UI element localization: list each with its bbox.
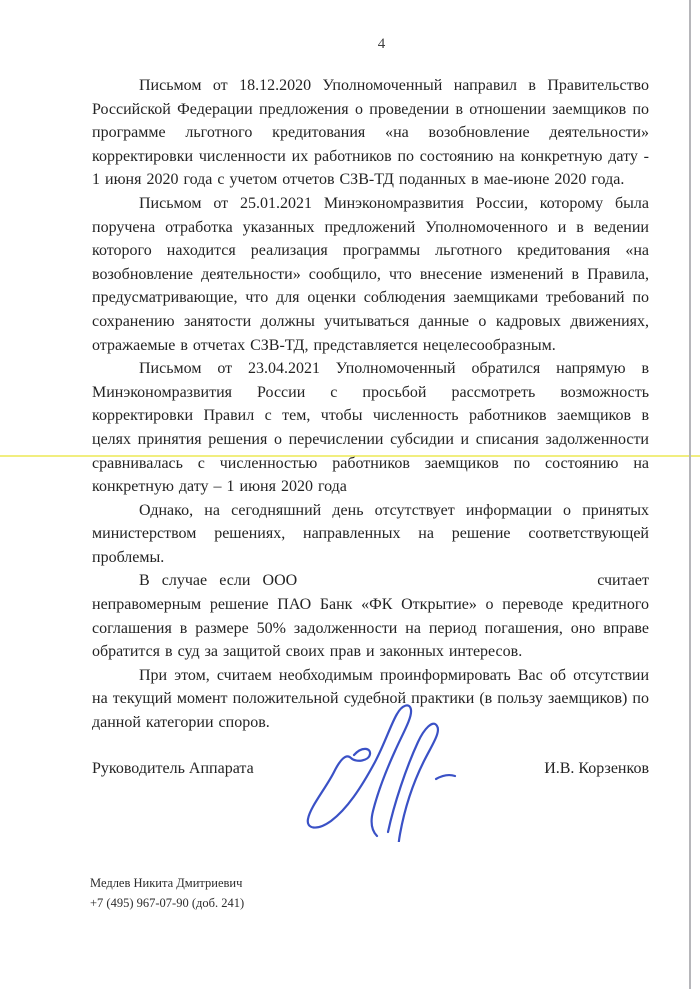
executor-name: Медлев Никита Дмитриевич [90, 876, 243, 890]
scan-page-edge-line [689, 0, 691, 989]
executor-contact-block [90, 874, 244, 913]
paragraph-court-advice-start: В случае если ООО [139, 572, 298, 590]
paragraph-minec-reply-25-01-2021: Письмом от 25.01.2021 Минэкономразвития России, которому была поручена отработка указанных предложений Уполномоченного и в ведении которого находится реализация программы льготного кредитования «на возобновление деятельности» сообщило, что внесение изменений в Правила, предусматривающие, что для оценки соблюдения заемщиками требований по сохранению занятости должны учитываться данные о кадровых движениях, отражаемые в отчетах СЗВ-ТД, представляется нецелесообразным. [92, 194, 649, 354]
signature-stroke-main [308, 705, 411, 836]
paragraph-court-practice-note: При этом, считаем необходимым проинформировать Вас об отсутствии на текущий момент положительной судебной практики (в пользу заемщиков) по данной категории споров. [92, 666, 649, 732]
paragraph-court-advice [92, 569, 649, 663]
paragraph-proposal-18-12-2020: Письмом от 18.12.2020 Уполномоченный направил в Правительство Российской Федерации предложения о проведении в отношении заемщиков по программе льготного кредитования «на возобновление деятельности» корректировки численности их работников по состоянию на конкретную дату - 1 июня 2020 года с учетом отчетов СЗВ-ТД поданных в мае-июне 2020 года. [92, 77, 649, 189]
paragraph-appeal-23-04-2021: Письмом от 23.04.2021 Уполномоченный обратился напрямую в Минэкономразвития России с просьбой рассмотреть возможность корректировки Правил с тем, чтобы численность работников заемщиков в целях принятия решения о перечислении субсидии и списания задолженности сравнивалась с численностью работников заемщиков по состоянию на конкретную дату – 1 июня 2020 года [92, 360, 649, 496]
paragraph-court-advice-continuation: считает неправомерным решение ПАО Банк «ФК Открытие» о переводе кредитного соглашения в размере 50% задолженности на период погашения, оно вправе обратится в суд за защитой своих прав и законных интересов. [92, 572, 649, 661]
signature-stroke-dash [436, 775, 455, 779]
executor-phone: +7 (495) 967-07-90 (доб. 241) [90, 895, 245, 910]
paragraph-no-decision-info: Однако, на сегодняшний день отсутствует информации о принятых министерством решениях, направленных на решение соответствующей проблемы. [92, 501, 649, 566]
signature-stroke-second [388, 724, 438, 842]
page-number: 4 [377, 36, 386, 52]
redacted-company-name-gap [297, 584, 597, 585]
signer-title: Руководитель Аппарата [92, 760, 254, 777]
letter-body [92, 74, 649, 735]
signer-name: И.В. Корзенков [544, 760, 649, 777]
handwritten-signature-ink [296, 700, 468, 842]
